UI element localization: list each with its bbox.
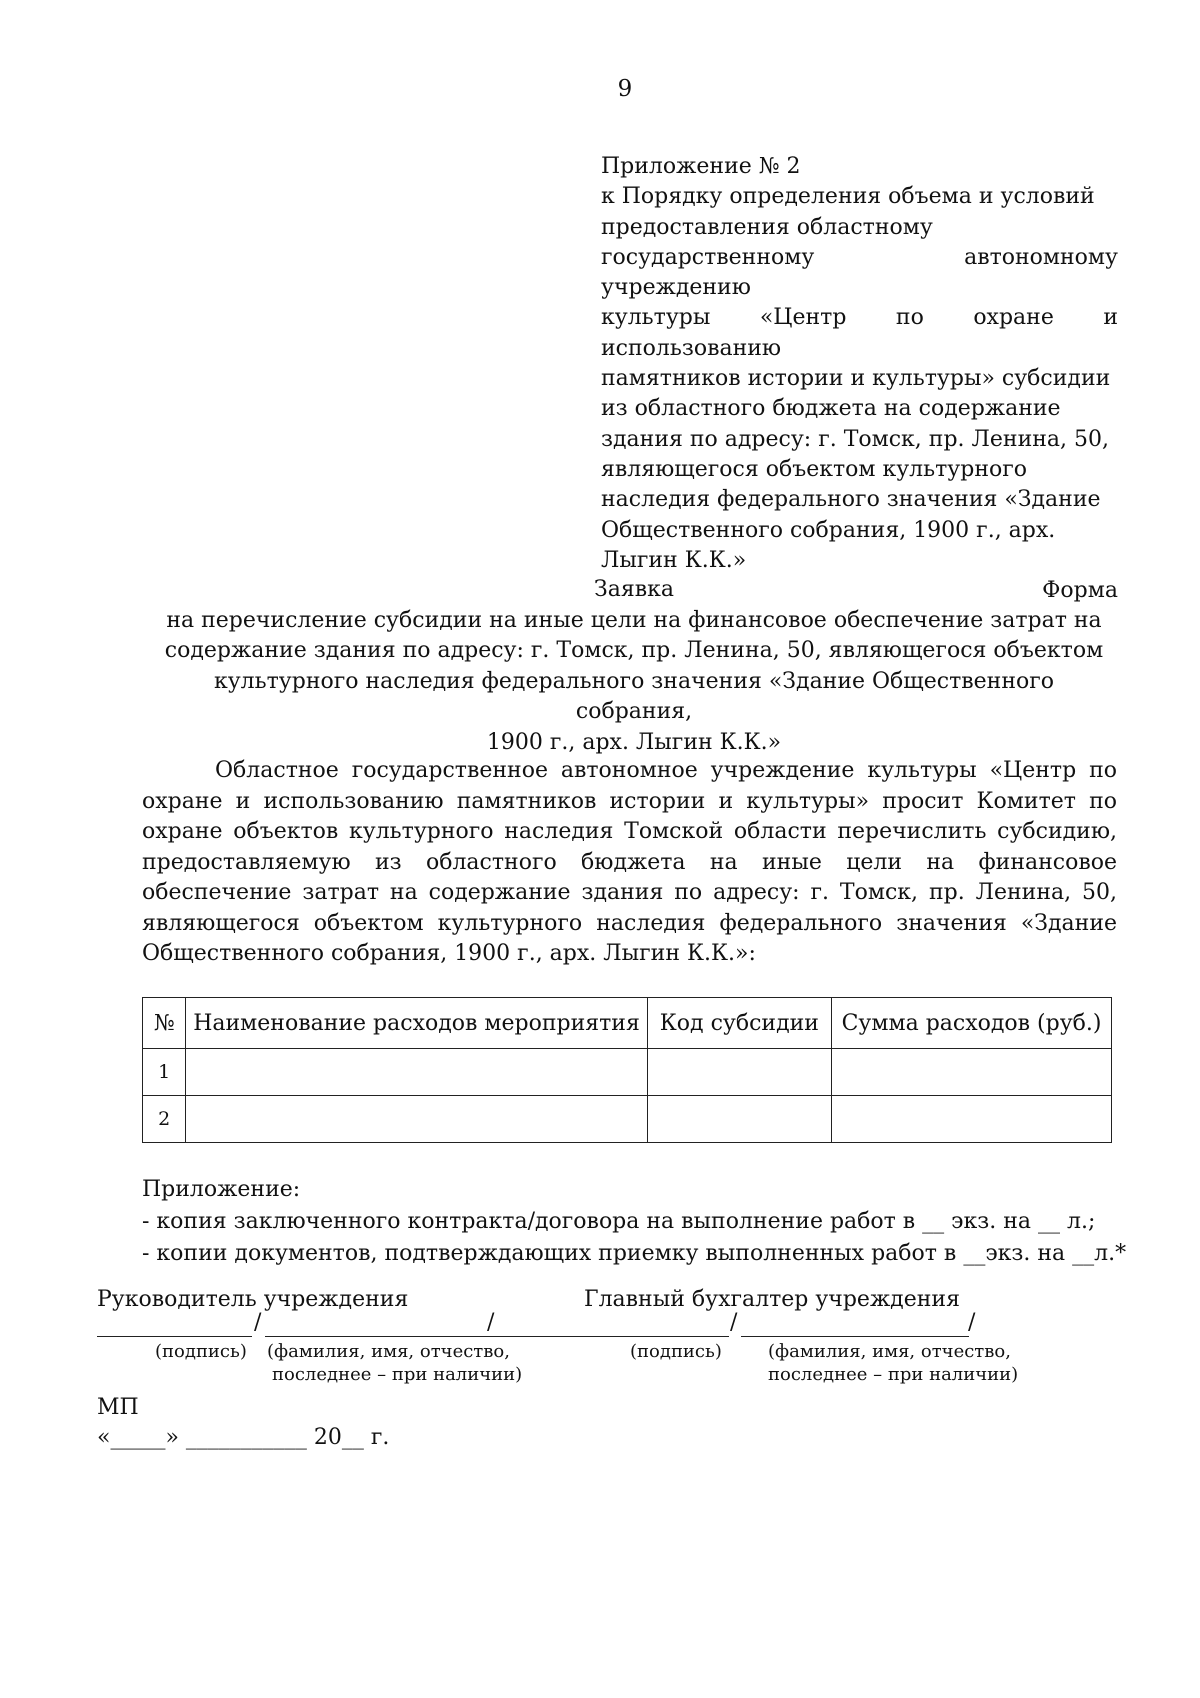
header-expense-name: Наименование расходов мероприятия (186, 998, 647, 1049)
appendix-line: предоставления областному (601, 214, 933, 240)
header-expense-sum: Сумма расходов (руб.) (832, 998, 1112, 1049)
table-header-row (143, 998, 1112, 1049)
appendix-line: культуры «Центр по охране и использованию (601, 305, 1118, 361)
title-line: 1900 г., арх. Лыгин К.К.» (486, 729, 782, 755)
row-subsidy-code-cell[interactable] (647, 1049, 831, 1096)
accountant-title: Главный бухгалтер учреждения (584, 1287, 960, 1312)
row-number: 2 (143, 1096, 186, 1143)
table-row (143, 1049, 1112, 1096)
title-line: на перечисление субсидии на иные цели на финансовое обеспечение затрат на (166, 607, 1102, 633)
stamp-label: МП (97, 1395, 139, 1420)
director-signature-caption: (подпись) (155, 1341, 247, 1362)
appendix-line: из областного бюджета на содержание (601, 396, 1061, 422)
accountant-signature-line[interactable]: / / (584, 1316, 1044, 1336)
header-subsidy-code: Код субсидии (647, 998, 831, 1049)
page-number: 9 (617, 76, 633, 102)
expense-table (142, 997, 1112, 1143)
title-line: культурного наследия федерального значения «Здание Общественного собрания, (213, 668, 1055, 724)
appendix-block (601, 152, 1118, 606)
director-title: Руководитель учреждения (97, 1287, 409, 1312)
title-line: содержание здания по адресу: г. Томск, пр. Ленина, 50, являющегося объектом (164, 638, 1104, 663)
row-expense-sum-cell[interactable] (832, 1049, 1112, 1096)
appendix-line: здания по адресу: г. Томск, пр. Ленина, 50, (601, 426, 1109, 452)
director-name-caption: (фамилия, имя, отчество, (267, 1341, 510, 1362)
row-subsidy-code-cell[interactable] (647, 1096, 831, 1143)
row-number: 1 (143, 1049, 186, 1096)
table-row (143, 1096, 1112, 1143)
director-signature-block (97, 1287, 537, 1386)
appendix-line: наследия федерального значения «Здание (601, 487, 1101, 513)
accountant-signature-caption: (подпись) (630, 1341, 722, 1362)
director-signature-line[interactable]: / / (97, 1316, 537, 1336)
attachments-heading: Приложение: (142, 1177, 301, 1202)
accountant-signature-block (584, 1287, 1044, 1386)
appendix-line: Лыгин К.К.» (601, 547, 747, 573)
row-expense-name-cell[interactable] (186, 1049, 647, 1096)
appendix-line: государственному автономному учреждению (601, 244, 1118, 301)
appendix-heading: Приложение № 2 (601, 154, 801, 179)
appendix-line: к Порядку определения объема и условий (601, 184, 1095, 210)
header-number: № (143, 998, 186, 1049)
date-line[interactable]: «_____» ___________ 20__ г. (97, 1425, 390, 1450)
attachments-block (142, 1174, 1132, 1270)
form-label: Форма (1042, 578, 1118, 604)
title-heading: Заявка (594, 577, 674, 602)
appendix-line: памятников истории и культуры» субсидии (601, 366, 1111, 392)
appendix-line: Общественного собрания, 1900 г., арх. (601, 517, 1056, 543)
row-expense-sum-cell[interactable] (832, 1096, 1112, 1143)
director-name-caption-note: последнее – при наличии) (272, 1364, 523, 1385)
row-expense-name-cell[interactable] (186, 1096, 647, 1143)
request-paragraph: Областное государственное автономное учреждение культуры «Центр по охране и использованию памятников истории и культуры» просит Комитет по охране объектов культурного наследия Томской области перечислить субсидию, предоставляемую из областного бюджета на иные цели на финансовое обеспечение затрат на содержание здания по адресу: г. Томск, пр. Ленина, 50, являющегося объектом культурного наследия федерального значения «Здание Общественного собрания, 1900 г., арх. Лыгин К.К.»: (142, 758, 1117, 966)
attachment-item: - копии документов, подтверждающих приемку выполненных работ в __экз. на __л.* (142, 1241, 1127, 1266)
document-title (160, 575, 1108, 758)
accountant-name-caption-note: последнее – при наличии) (768, 1364, 1019, 1385)
attachment-item: - копия заключенного контракта/договора на выполнение работ в __ экз. на __ л.; (142, 1209, 1096, 1234)
accountant-name-caption: (фамилия, имя, отчество, (768, 1341, 1011, 1362)
appendix-line: являющегося объектом культурного (601, 456, 1028, 482)
